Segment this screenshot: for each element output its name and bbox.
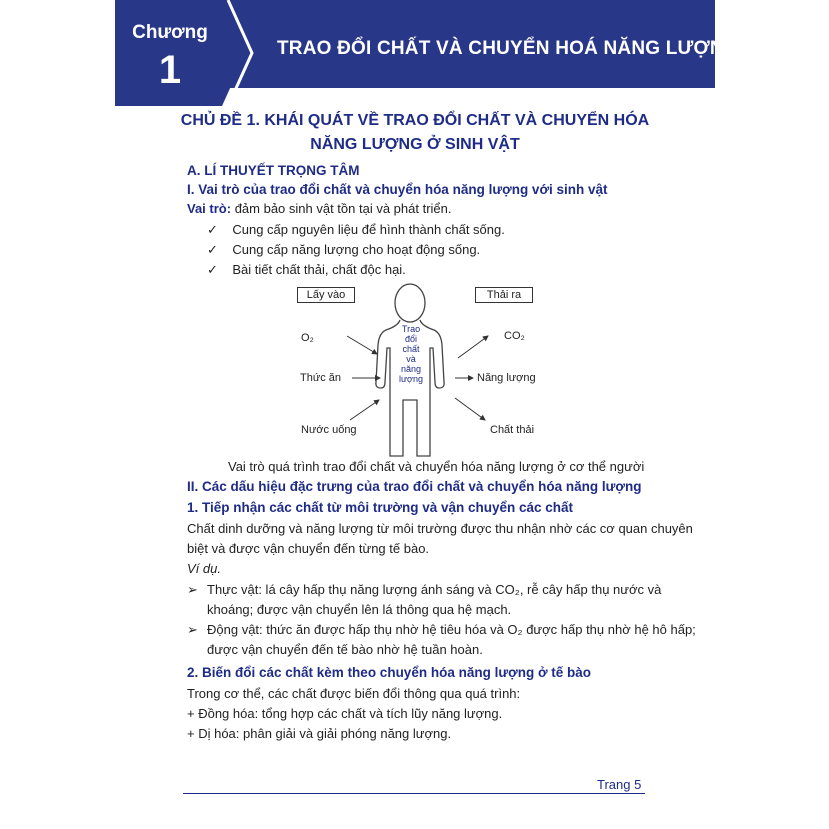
sub1-paragraph-l2: biệt và được vận chuyển đến từng tế bào.	[187, 541, 430, 556]
role-label: Vai trò:	[187, 201, 232, 216]
output-box: Thải ra	[475, 287, 533, 303]
section-a-heading: A. LÍ THUYẾT TRỌNG TÂM	[187, 163, 360, 178]
arrow-out-waste	[455, 398, 485, 420]
chapter-number: 1	[158, 48, 182, 92]
out-item-waste: Chất thải	[490, 424, 535, 436]
role-text: đảm bảo sinh vật tồn tại và phát triển.	[231, 201, 452, 216]
topic-title-line1: CHỦ ĐỀ 1. KHÁI QUÁT VỀ TRAO ĐỔI CHẤT VÀ CHUYỂN HÓA	[180, 112, 650, 129]
section-i-heading: I. Vai trò của trao đổi chất và chuyển hóa năng lượng với sinh vật	[187, 182, 608, 197]
in-item-food: Thức ăn	[300, 372, 341, 384]
sub2-point-catabolism: + Dị hóa: phân giải và giải phóng năng lượng.	[187, 726, 452, 741]
in-item-water: Nước uống	[301, 424, 357, 436]
sub2-point-anabolism: + Đồng hóa: tổng hợp các chất và tích lũy năng lượng.	[187, 706, 503, 721]
topic-title-line2: NĂNG LƯỢNG Ở SINH VẬT	[310, 136, 520, 153]
check-item: ✓ Cung cấp nguyên liệu để hình thành chất sống.	[207, 222, 505, 237]
out-item-co2: CO₂	[504, 330, 525, 342]
chapter-label: Chương	[132, 22, 208, 43]
bullet-animals-l2: được vận chuyển đến tế bào nhờ hệ tuần hoàn.	[207, 642, 483, 657]
check-item: ✓ Bài tiết chất thải, chất độc hại.	[207, 262, 406, 277]
bullet-arrow-icon: ➢	[187, 622, 198, 637]
chapter-title: TRAO ĐỔI CHẤT VÀ CHUYỂN HOÁ NĂNG LƯỢNG	[277, 38, 739, 59]
bullet-arrow-icon: ➢	[187, 582, 198, 597]
arrow-in-o2	[347, 336, 377, 354]
bullet-plants-l2: khoáng; được vận chuyển lên lá thông qua hệ mạch.	[207, 602, 512, 617]
page-number: Trang 5	[597, 777, 642, 792]
bullet-animals-l1: Động vật: thức ăn được hấp thụ nhờ hệ tiêu hóa và O₂ được hấp thụ nhờ hệ hô hấp;	[207, 622, 696, 637]
sub2-intro: Trong cơ thể, các chất được biến đổi thông qua quá trình:	[187, 686, 521, 701]
bullet-plants-l1: Thực vật: lá cây hấp thụ năng lượng ánh sáng và CO₂, rễ cây hấp thụ nước và	[207, 582, 662, 597]
checkmark-icon: ✓	[207, 222, 218, 237]
sub1-paragraph-l1: Chất dinh dưỡng và năng lượng từ môi trường được thu nhận nhờ các cơ quan chuyên	[187, 521, 693, 536]
arrow-out-co2	[458, 336, 488, 358]
body-label: Trao đổi chất và năng lượng	[399, 324, 423, 384]
checkmark-icon: ✓	[207, 262, 218, 277]
footer-divider	[183, 793, 645, 794]
intake-box: Lấy vào	[297, 287, 355, 303]
example-label: Ví dụ.	[187, 561, 221, 576]
sub2-heading: 2. Biến đổi các chất kèm theo chuyển hóa năng lượng ở tế bào	[187, 665, 592, 680]
out-item-energy: Năng lượng	[477, 372, 536, 384]
check-item: ✓ Cung cấp năng lượng cho hoạt động sống.	[207, 242, 481, 257]
in-item-o2: O₂	[301, 332, 314, 344]
section-ii-heading: II. Các dấu hiệu đặc trưng của trao đổi chất và chuyển hóa năng lượng	[187, 479, 642, 494]
diagram-caption: Vai trò quá trình trao đổi chất và chuyển hóa năng lượng ở cơ thể người	[228, 459, 645, 474]
checkmark-icon: ✓	[207, 242, 218, 257]
arrow-in-water	[350, 400, 379, 420]
sub1-heading: 1. Tiếp nhận các chất từ môi trường và vận chuyển các chất	[187, 500, 574, 515]
